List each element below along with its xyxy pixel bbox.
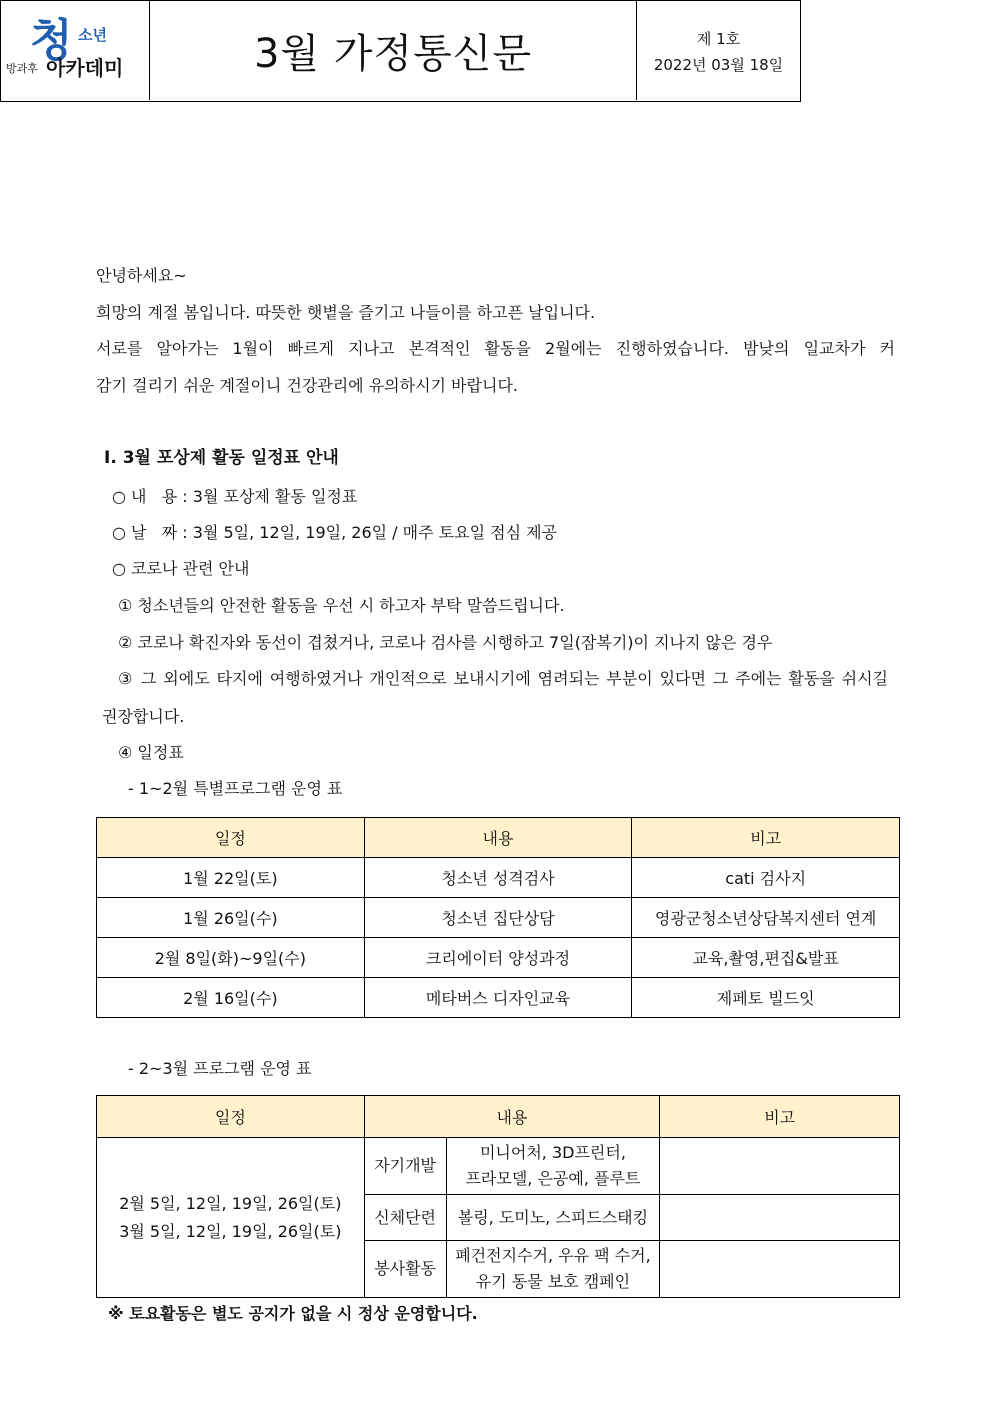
cell-detail: 볼링, 도미노, 스피드스태킹: [446, 1195, 660, 1241]
table-row: [97, 858, 900, 898]
header-box: [0, 0, 801, 102]
detail-line: 폐건전지수거, 우유 팩 수거,: [455, 1246, 651, 1265]
issue-number: 제 1호: [696, 30, 741, 48]
header-content: 내용: [364, 818, 632, 858]
cell-schedule: 2월 8일(화)~9일(수): [97, 938, 365, 978]
cell-note: cati 검사지: [632, 858, 900, 898]
cell-schedule: [97, 1138, 365, 1298]
issue-date: 2022년 03월 18일: [653, 56, 784, 74]
section-heading: Ⅰ. 3월 포상제 활동 일정표 안내: [104, 448, 339, 468]
cell-detail: [446, 1138, 660, 1195]
cell-schedule: 1월 26일(수): [97, 898, 365, 938]
cell-category: 자기개발: [364, 1138, 446, 1195]
covid-note-3-cont: 권장합니다.: [102, 707, 185, 726]
program-table: [96, 1095, 900, 1298]
cell-note: [660, 1195, 900, 1241]
table-header-row: [97, 818, 900, 858]
cell-content: 청소년 집단상담: [364, 898, 632, 938]
cell-category: 신체단련: [364, 1195, 446, 1241]
covid-note-1: ① 청소년들의 안전한 활동을 우선 시 하고자 부탁 말씀드립니다.: [118, 596, 565, 615]
header-content: 내용: [364, 1096, 660, 1138]
table-row: [97, 938, 900, 978]
intro-line-2: 서로를 알아가는 1월이 빠르게 지나고 본격적인 활동을 2월에는 진행하였습니다. 밤낮의 일교차가 커: [96, 339, 895, 358]
cell-note: 제페토 빌드잇: [632, 978, 900, 1018]
item-date: ○ 날 짜 : 3월 5일, 12일, 19일, 26일 / 매주 토요일 점심 제공: [112, 523, 558, 542]
table-row: [97, 978, 900, 1018]
schedule-line-2: 3월 5일, 12일, 19일, 26일(토): [119, 1221, 342, 1241]
header-schedule: 일정: [97, 1096, 365, 1138]
cell-category: 봉사활동: [364, 1241, 446, 1298]
cell-schedule: 2월 16일(수): [97, 978, 365, 1018]
cell-content: 메타버스 디자인교육: [364, 978, 632, 1018]
cell-note: 영광군청소년상담복지센터 연계: [632, 898, 900, 938]
detail-line: 미니어처, 3D프린터,: [479, 1143, 626, 1162]
intro-line-1: 희망의 계절 봄입니다. 따뜻한 햇볕을 즐기고 나들이를 하고픈 날입니다.: [96, 303, 596, 322]
table-row: [97, 1138, 900, 1195]
header-schedule: 일정: [97, 818, 365, 858]
header-note: 비고: [632, 818, 900, 858]
issue-info: [637, 26, 800, 78]
cell-schedule: 1월 22일(토): [97, 858, 365, 898]
schedule-line-1: 2월 5일, 12일, 19일, 26일(토): [119, 1193, 342, 1213]
intro-line-3: 감기 걸리기 쉬운 계절이니 건강관리에 유의하시기 바랍니다.: [96, 376, 519, 395]
covid-note-3: ③ 그 외에도 타지에 여행하였거나 개인적으로 보내시기에 염려되는 부분이 있다면 그 주에는 활동을 쉬시길: [118, 669, 888, 688]
item-content: ○ 내 용 : 3월 포상제 활동 일정표: [112, 487, 358, 506]
cell-note: 교육,촬영,편집&발표: [632, 938, 900, 978]
cell-content: 크리에이터 양성과정: [364, 938, 632, 978]
table-row: [97, 898, 900, 938]
covid-note-2: ② 코로나 확진자와 동선이 겹쳤거나, 코로나 검사를 시행하고 7일(잠복기)이 지나지 않은 경우: [118, 633, 773, 652]
logo-big-char: 청: [30, 15, 73, 66]
table1-caption: - 1~2월 특별프로그램 운영 표: [128, 779, 343, 798]
logo-small-left: 방과후: [6, 62, 38, 75]
cell-note: [660, 1241, 900, 1298]
table-header-row: [97, 1096, 900, 1138]
footnote: ※ 토요활동은 별도 공지가 없을 시 정상 운영합니다.: [108, 1304, 478, 1323]
academy-logo: [6, 10, 146, 90]
greeting: 안녕하세요~: [96, 266, 187, 285]
table2-caption: - 2~3월 프로그램 운영 표: [128, 1059, 312, 1078]
item-covid: ○ 코로나 관련 안내: [112, 559, 250, 578]
cell-detail: [446, 1241, 660, 1298]
detail-line: 유기 동물 보호 캠페인: [475, 1272, 631, 1291]
logo-small-top: 소년: [78, 26, 107, 44]
header-note: 비고: [660, 1096, 900, 1138]
logo-main: 아카데미: [46, 56, 124, 80]
detail-line: 프라모델, 은공예, 플루트: [465, 1169, 641, 1188]
special-program-table: [96, 817, 900, 1018]
schedule-label: ④ 일정표: [118, 743, 184, 762]
cell-note: [660, 1138, 900, 1195]
cell-content: 청소년 성격검사: [364, 858, 632, 898]
page-title: 3월 가정통신문: [253, 30, 532, 77]
